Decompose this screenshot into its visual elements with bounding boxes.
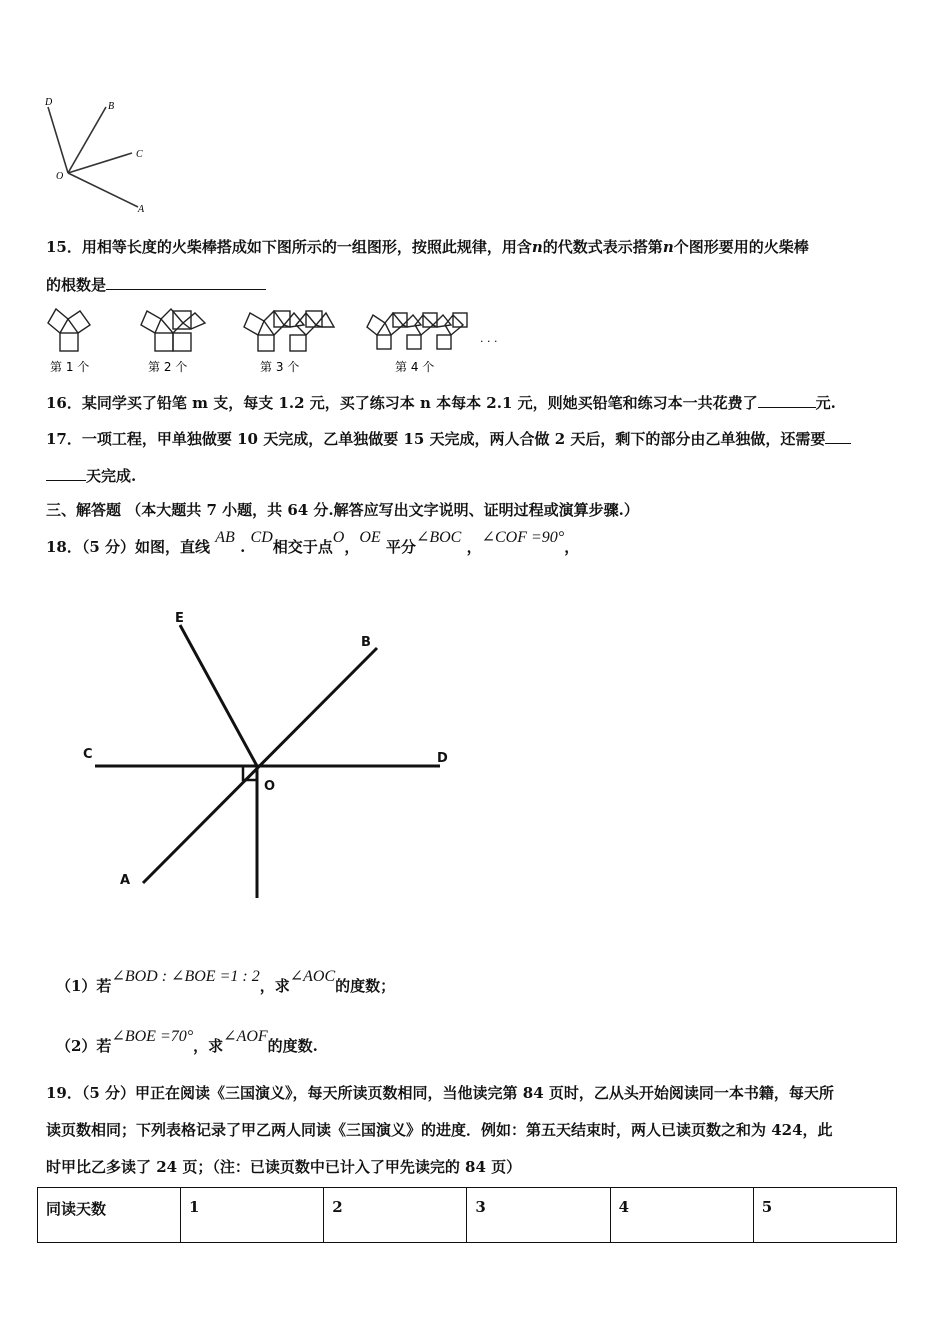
q15-var-n1: n xyxy=(531,238,543,256)
q18-part1-mid: ，求 xyxy=(259,977,290,995)
q15-text-d: 的根数是 xyxy=(46,276,107,294)
matchstick-figure-4 xyxy=(367,313,467,349)
q16-text: 16．某同学买了铅笔 m 支，每支 1.2 元，买了练习本 n 本每本 2.1 元，则她买铅笔和练习本一共花费了 xyxy=(46,394,758,412)
q18-math-o: O xyxy=(332,529,345,546)
fig-label-E: E xyxy=(175,611,184,626)
figure-label-2: 第 2 个 xyxy=(148,360,188,374)
table-day-cell: 1 xyxy=(181,1188,324,1243)
matchstick-figure-1 xyxy=(48,309,90,351)
q19-line3 xyxy=(46,1156,521,1177)
q19-line1-text: 19．（5 分）甲正在阅读《三国演义》，每天所读页数相同，当他读完第 84 页时，乙从头开始阅读同一本书籍，每天所 xyxy=(46,1084,834,1102)
label-B: B xyxy=(108,101,115,112)
figure-ellipsis: · · · xyxy=(480,335,498,348)
q15-text-c: 个图形要用的火柴棒 xyxy=(673,238,809,256)
matchstick-figures xyxy=(40,303,510,378)
q15-var-n2: n xyxy=(662,238,674,256)
q17-line2 xyxy=(46,465,136,486)
fig-label-D: D xyxy=(437,751,448,766)
q18-comma1: ， xyxy=(344,538,360,556)
q18-part2-mid: ，求 xyxy=(193,1037,224,1055)
table-day-cell: 2 xyxy=(324,1188,467,1243)
q18-part1-suffix: 的度数； xyxy=(335,977,396,995)
q18-part2-prefix: （2）若 xyxy=(56,1037,112,1055)
fig-label-B: B xyxy=(361,635,371,650)
q19-line2-text: 读页数相同；下列表格记录了甲乙两人同读《三国演义》的进度．例如：第五天结束时，两人已读页数之和为 424，此 xyxy=(46,1121,833,1139)
q18-math-cof: ∠COF =90° xyxy=(481,529,565,546)
q17-line1 xyxy=(46,428,851,449)
q17-text2: 天完成. xyxy=(86,467,137,485)
table-day-cell: 4 xyxy=(610,1188,753,1243)
q18-part1 xyxy=(56,968,396,996)
angle-rays-figure xyxy=(40,95,160,215)
q18-part2 xyxy=(56,1028,318,1056)
figure-label-3: 第 3 个 xyxy=(260,360,300,374)
q16-unit: 元. xyxy=(815,394,836,412)
q18-math-ab: AB xyxy=(215,529,235,546)
q17-text: 17．一项工程，甲单独做要 10 天完成，乙单独做要 15 天完成，两人合做 2 天后，剩下的部分由乙单独做，还需要 xyxy=(46,430,826,448)
table-day-cell: 3 xyxy=(467,1188,610,1243)
q18-comma3: ， xyxy=(564,538,580,556)
q18-part2-target: ∠AOF xyxy=(223,1028,268,1045)
q18-part1-target: ∠AOC xyxy=(289,968,336,985)
q15-line2 xyxy=(46,274,266,295)
section-3-heading-text: 三、解答题 （本大题共 7 小题，共 64 分.解答应写出文字说明、证明过程或演算步骤.） xyxy=(46,501,639,519)
q18-part2-given: ∠BOE =70° xyxy=(111,1028,194,1045)
q15-answer-blank[interactable] xyxy=(106,275,266,290)
reading-progress-table xyxy=(37,1187,897,1243)
q18-comma2: ， xyxy=(466,538,482,556)
ray-oe xyxy=(180,625,257,766)
q18-part2-suffix: 的度数. xyxy=(267,1037,318,1055)
q15-text-b: 的代数式表示搭第 xyxy=(542,238,663,256)
label-O: O xyxy=(56,171,64,182)
matchstick-figure-2 xyxy=(141,309,205,351)
table-day-cell: 5 xyxy=(753,1188,896,1243)
q18-math-boc: ∠BOC xyxy=(415,529,462,546)
q18-intersect: 相交于点 xyxy=(272,538,333,556)
fig-label-A: A xyxy=(120,873,131,888)
label-D: D xyxy=(45,97,53,108)
q17-answer-blank-a[interactable] xyxy=(825,429,851,444)
q15-line1 xyxy=(46,236,809,257)
label-C: C xyxy=(136,149,143,160)
q18-prefix: 18．（5 分）如图，直线 xyxy=(46,538,211,556)
q16 xyxy=(46,392,836,413)
q18-bisect: 平分 xyxy=(385,538,416,556)
figure-label-1: 第 1 个 xyxy=(50,360,90,374)
q18-math-oe: OE xyxy=(359,529,381,546)
label-A: A xyxy=(138,204,145,215)
q18-geometry-figure xyxy=(80,600,480,910)
q18-sep1: . xyxy=(240,538,246,556)
figure-label-4: 第 4 个 xyxy=(395,360,435,374)
q18-part1-prefix: （1）若 xyxy=(56,977,112,995)
fig-label-O: O xyxy=(264,779,276,794)
table-header-cell: 同读天数 xyxy=(38,1188,181,1243)
q15-text-a: 用相等长度的火柴棒搭成如下图所示的一组图形，按照此规律，用含 xyxy=(81,238,532,256)
q19-line3-text: 时甲比乙多读了 24 页；（注：已读页数中已计入了甲先读完的 84 页） xyxy=(46,1158,522,1176)
q17-answer-blank-b[interactable] xyxy=(46,466,86,481)
q19-line1 xyxy=(46,1082,834,1103)
q18-stem xyxy=(46,529,580,557)
q15-number: 15． xyxy=(46,238,82,256)
table-row xyxy=(38,1188,897,1243)
q18-part1-ratio: ∠BOD : ∠BOE =1 : 2 xyxy=(111,968,260,985)
q19-line2 xyxy=(46,1119,833,1140)
right-angle-mark xyxy=(243,766,257,780)
section-3-heading xyxy=(46,499,639,520)
q16-answer-blank[interactable] xyxy=(758,393,816,408)
fig-label-C: C xyxy=(83,747,93,762)
matchstick-figure-3 xyxy=(244,311,334,351)
q18-math-cd: CD xyxy=(250,529,273,546)
